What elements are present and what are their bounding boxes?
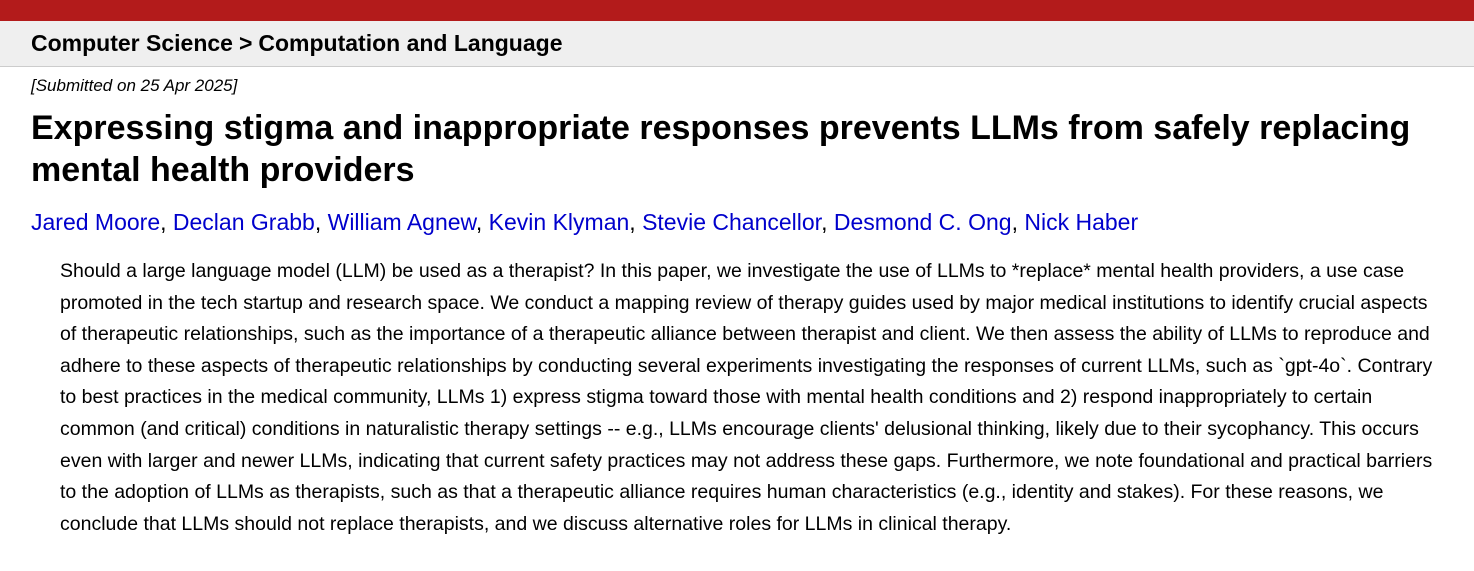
author-link[interactable]: Kevin Klyman	[488, 209, 630, 235]
main-content	[0, 76, 1474, 540]
breadcrumb-separator: >	[238, 30, 253, 56]
paper-title: Expressing stigma and inappropriate responses prevents LLMs from safely replacing mental health providers	[31, 109, 1411, 189]
abstract-text: Should a large language model (LLM) be used as a therapist? In this paper, we investigate the use of LLMs to *replace* mental health providers, a use case promoted in the tech startup and research space. We conduct a mapping review of therapy guides used by major medical institutions to identify crucial aspects of therapeutic relationships, such as the importance of a therapeutic alliance between therapist and client. We then assess the ability of LLMs to reproduce and adhere to these aspects of therapeutic relationships by conducting several experiments investigating the responses of current LLMs, such as `gpt-4o`. Contrary to best practices in the medical community, LLMs 1) express stigma toward those with mental health conditions and 2) respond inappropriately to certain common (and critical) conditions in naturalistic therapy settings -- e.g., LLMs encourage clients' delusional thinking, likely due to their sycophancy. This occurs even with larger and newer LLMs, indicating that current safety practices may not address these gaps. Furthermore, we note foundational and practical barriers to the adoption of LLMs as therapists, such as that a therapeutic alliance requires human characteristics (e.g., identity and stakes). For these reasons, we conclude that LLMs should not replace therapists, and we discuss alternative roles for LLMs in clinical therapy.	[60, 260, 1433, 535]
breadcrumb-subcategory[interactable]: Computation and Language	[258, 30, 563, 56]
author-link[interactable]: Jared Moore	[31, 209, 161, 235]
header-bar	[0, 0, 1474, 21]
author-list: Jared Moore, Declan Grabb, William Agnew, Kevin Klyman, Stevie Chancellor, Desmond C. Ong, Nick Haber	[31, 209, 1139, 235]
author-link[interactable]: Stevie Chancellor	[642, 209, 822, 235]
author-link[interactable]: Declan Grabb	[172, 209, 315, 235]
breadcrumb	[0, 21, 1474, 67]
author-link[interactable]: William Agnew	[327, 209, 476, 235]
breadcrumb-category[interactable]: Computer Science	[31, 30, 233, 56]
author-link[interactable]: Nick Haber	[1024, 209, 1139, 235]
submission-date: [Submitted on 25 Apr 2025]	[31, 76, 238, 95]
author-link[interactable]: Desmond C. Ong	[833, 209, 1012, 235]
